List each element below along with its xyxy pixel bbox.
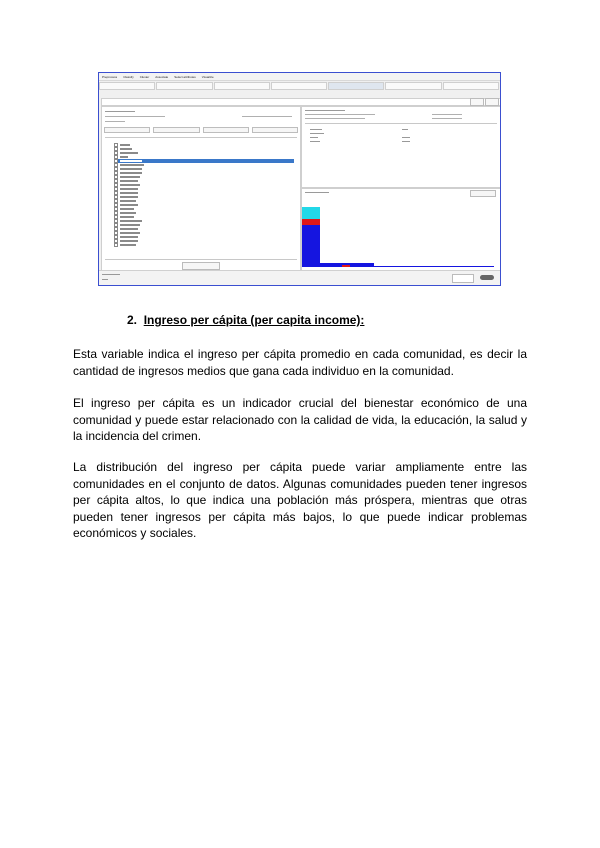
menu-item-classify[interactable]: Classify bbox=[123, 74, 134, 79]
histogram-bar-low-red bbox=[342, 265, 350, 267]
attribute-selection-buttons bbox=[104, 127, 298, 133]
visualize-all-button[interactable] bbox=[470, 190, 496, 197]
status-bar bbox=[99, 270, 500, 285]
list-item[interactable] bbox=[114, 243, 294, 247]
embedded-screenshot bbox=[98, 72, 501, 286]
open-file-button[interactable] bbox=[99, 82, 155, 90]
remove-button[interactable] bbox=[182, 262, 220, 270]
menu-bar bbox=[99, 73, 500, 81]
none-button[interactable] bbox=[153, 127, 199, 133]
heading-number: 2. bbox=[127, 313, 138, 327]
histogram-baseline bbox=[374, 266, 494, 267]
edit-button[interactable] bbox=[385, 82, 441, 90]
open-db-button[interactable] bbox=[214, 82, 270, 90]
weka-bird-icon bbox=[480, 275, 494, 280]
invert-button[interactable] bbox=[203, 127, 249, 133]
all-button[interactable] bbox=[104, 127, 150, 133]
toolbar-buttons bbox=[99, 82, 500, 90]
heading-title: Ingreso per cápita (per capita income): bbox=[143, 313, 365, 327]
selected-attribute-panel bbox=[301, 106, 501, 188]
generate-button[interactable] bbox=[271, 82, 327, 90]
open-url-button[interactable] bbox=[156, 82, 212, 90]
attribute-list[interactable] bbox=[114, 143, 294, 247]
class-histogram bbox=[302, 201, 498, 267]
menu-item-select-attributes[interactable]: Select attributes bbox=[174, 74, 196, 79]
save-button[interactable] bbox=[443, 82, 499, 90]
menu-item-visualize[interactable]: Visualize bbox=[201, 74, 214, 79]
filter-choose-button[interactable] bbox=[470, 98, 484, 106]
paragraph-3: La distribución del ingreso per cápita puede variar ampliamente entre las comunidades en el conjunto de datos. Algunas comunidades pueden tener ingresos per cápita altos, lo que indica una población más próspera, mientras que otras pueden tener ingresos per cápita más bajos, lo que puede indicar problemas económicos y sociales. bbox=[73, 460, 527, 540]
filter-apply-button[interactable] bbox=[485, 98, 499, 106]
histogram-panel bbox=[301, 188, 501, 271]
filter-bar[interactable] bbox=[101, 98, 501, 106]
paragraph-1: Esta variable indica el ingreso per cápita promedio en cada comunidad, es decir la cantidad de ingresos medios que gana cada individuo en la comunidad. bbox=[73, 347, 527, 378]
histogram-bar-cyan bbox=[302, 207, 320, 219]
menu-item-associate[interactable]: Associate bbox=[155, 74, 169, 79]
menu-item-cluster[interactable]: Cluster bbox=[139, 74, 150, 79]
log-button[interactable] bbox=[452, 274, 474, 283]
section-heading bbox=[127, 312, 364, 328]
undo-button[interactable] bbox=[328, 82, 384, 90]
menu-item-preprocess[interactable]: Preprocess bbox=[102, 74, 118, 79]
paragraph-2: El ingreso per cápita es un indicador crucial del bienestar económico de una comunidad y puede estar relacionado con la calidad de vida, la educación, la salud y la incidencia del crimen. bbox=[73, 396, 527, 443]
histogram-bar-blue bbox=[302, 225, 320, 267]
pattern-button[interactable] bbox=[252, 127, 298, 133]
attributes-panel bbox=[101, 106, 301, 271]
